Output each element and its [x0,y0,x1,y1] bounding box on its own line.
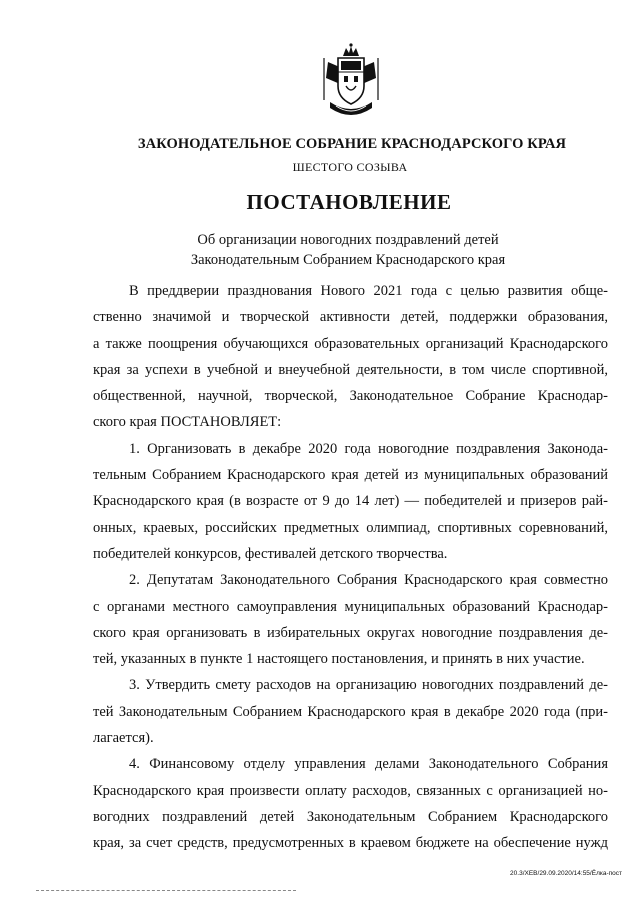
body-line: Краснодарского края произвести оплату расходов, связанных с организацией но- [93,782,608,799]
body-line: лагается). [93,730,154,747]
body-line: общественной, научной, творческой, Законодательное Собрание Краснодар- [93,388,608,405]
body-line: ского края ПОСТАНОВЛЯЕТ: [93,414,282,431]
body-line: 3. Утвердить смету расходов на организацию новогодних поздравлений де- [129,677,608,694]
body-line: 4. Финансовому отделу управления делами Законодательного Собрания [129,756,608,773]
body-line: победителей конкурсов, фестивалей детского творчества. [93,545,448,562]
body-line: 2. Депутатам Законодательного Собрания Краснодарского края совместно [129,572,608,589]
subject-line: Законодательным Собранием Краснодарского края [190,252,506,268]
document-title: ПОСТАНОВЛЕНИЕ [246,190,452,214]
coat-of-arms-emblem [318,42,384,124]
body-line: тей Законодательным Собранием Краснодарского края в декабре 2020 года (при- [93,703,608,720]
convocation: ШЕСТОГО СОЗЫВА [292,160,408,174]
subject-line: Об организации новогодних поздравлений детей [197,232,499,248]
body-line: ского края организовать в избирательных округах новогодние поздравления де- [93,624,608,641]
footer-reference: 20.3/ХЕВ/29.09.2020/14:55/Ёлка-пост [510,870,622,877]
body-line: онных, краевых, российских предметных олимпиад, спортивных соревнований, [93,519,608,536]
body-line: тей, указанных в пункте 1 настоящего постановления, и принять в них участие. [93,651,585,668]
body-line: ственно значимой и творческой активности детей, поддержки образования, [93,309,608,326]
body-line: тельным Собранием Краснодарского края детей из муниципальных образований [93,467,608,484]
body-line: В преддверии празднования Нового 2021 года с целью развития обще- [129,283,608,299]
organization-name: ЗАКОНОДАТЕЛЬНОЕ СОБРАНИЕ КРАСНОДАРСКОГО КРАЯ [137,136,567,152]
body-line: с органами местного самоуправления муниципальных образований Краснодар- [93,598,608,615]
body-line: края за успехи в учебной и внеучебной деятельности, в том числе спортивной, [93,361,608,378]
body-line: края, за счет средств, предусмотренных в краевом бюджете на обеспечение нужд [93,835,608,852]
document-body [93,278,608,857]
body-line: 1. Организовать в декабре 2020 года новогодние поздравления Законода- [129,440,608,457]
body-line: а также поощрения обучающихся образовательных организаций Краснодарского [93,335,608,352]
body-line: Краснодарского края (в возрасте от 9 до 14 лет) — победителей и призеров рай- [93,493,608,510]
bottom-rule [36,890,296,891]
document-subject [0,230,640,270]
body-line: вогодних поздравлений детей Законодательным Собранием Краснодарского [93,808,608,825]
